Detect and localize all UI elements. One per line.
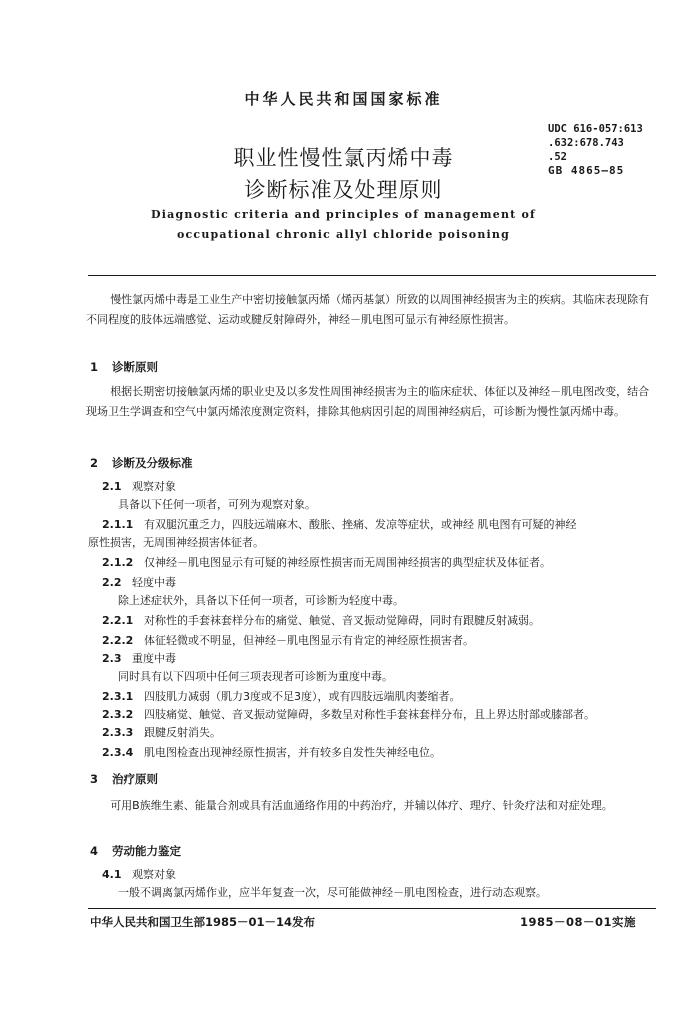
section-2-3-3-number: 2.3.3 xyxy=(102,726,134,739)
section-2-3-2-text: 四肢痛觉、触觉、音叉振动觉障碍，多数呈对称性手套袜套样分布，且上界达肘部或膝部者。 xyxy=(144,708,595,721)
title-en-line-1: Diagnostic criteria and principles of management of xyxy=(151,208,536,221)
issue-date: 中华人民共和国卫生部1985－01－14发布 xyxy=(90,915,316,929)
footer-divider xyxy=(88,908,656,909)
section-2-1-2-text: 仅神经－肌电图显示有可疑的神经原性损害而无周围神经损害的典型症状及体征者。 xyxy=(144,556,551,569)
section-4-number: 4 xyxy=(90,844,99,858)
section-2-2-heading xyxy=(102,574,176,590)
issuing-organization: 中华人民共和国国家标准 xyxy=(244,90,443,108)
section-2-1-2-number: 2.1.2 xyxy=(102,556,134,569)
section-2-1-1 xyxy=(102,516,577,532)
section-2-3-heading xyxy=(102,650,176,666)
section-4-heading xyxy=(90,843,181,859)
section-2-2-1 xyxy=(102,612,540,628)
section-2-2-title: 轻度中毒 xyxy=(132,576,176,589)
udc-line-2: .632:678.743 xyxy=(548,137,624,149)
section-2-1-1-text: 有双腿沉重乏力，四肢远端麻木、酸胀、挫痛、发凉等症状，或神经 肌电图有可疑的神经 xyxy=(144,518,577,531)
section-4-1-number: 4.1 xyxy=(102,868,122,881)
section-2-3-number: 2.3 xyxy=(102,652,122,665)
section-2-3-2 xyxy=(102,706,595,722)
section-2-2-number: 2.2 xyxy=(102,576,122,589)
implementation-date: 1985－08－01实施 xyxy=(520,915,637,929)
udc-line-3: .52 xyxy=(548,151,567,163)
section-2-title: 诊断及分级标准 xyxy=(112,456,193,470)
section-1-text: 根据长期密切接触氯丙烯的职业史及以多发性周围神经损害为主的临床症状、体征以及神经－肌电图改变，结合现场卫生学调查和空气中氯丙烯浓度测定资料，排除其他病因引起的周围神经病后，可诊断为慢性氯丙烯中毒。 xyxy=(86,385,650,418)
section-3-text: 可用B族维生素、能量合剂或具有活血通络作用的中药治疗，并辅以体疗、理疗、针灸疗法和对症处理。 xyxy=(110,799,613,812)
header-divider xyxy=(88,275,656,276)
title-cn-line-1: 职业性慢性氯丙烯中毒 xyxy=(233,146,454,170)
title-cn-line-2: 诊断标准及处理原则 xyxy=(244,178,443,202)
title-en-line-2: occupational chronic allyl chloride poisoning xyxy=(176,228,510,241)
section-2-3-1 xyxy=(102,688,461,704)
section-2-3-1-text: 四肢肌力减弱（肌力3度或不足3度），或有四肢远端肌肉萎缩者。 xyxy=(144,690,461,703)
section-2-1-number: 2.1 xyxy=(102,480,122,493)
section-2-3-title: 重度中毒 xyxy=(132,652,176,665)
section-2-3-3-text: 跟腱反射消失。 xyxy=(144,726,221,739)
section-2-3-4-text: 肌电图检查出现神经原性损害，并有较多自发性失神经电位。 xyxy=(144,746,441,759)
section-2-2-2-number: 2.2.2 xyxy=(102,634,134,647)
section-4-1-text: 一般不调离氯丙烯作业，应半年复查一次，尽可能做神经－肌电图检查，进行动态观察。 xyxy=(118,886,547,899)
section-2-1-text: 具备以下任何一项者，可列为观察对象。 xyxy=(118,498,316,511)
section-2-3-1-number: 2.3.1 xyxy=(102,690,134,703)
section-2-number: 2 xyxy=(90,456,99,470)
section-2-1-2 xyxy=(102,554,551,570)
section-4-title: 劳动能力鉴定 xyxy=(112,844,181,858)
section-1-number: 1 xyxy=(90,360,99,374)
section-2-3-4 xyxy=(102,744,441,760)
section-1-heading xyxy=(90,359,158,375)
section-2-1-1-number: 2.1.1 xyxy=(102,518,134,531)
section-2-3-3 xyxy=(102,724,221,740)
section-2-2-1-number: 2.2.1 xyxy=(102,614,134,627)
udc-line-1: UDC 616-057:613 xyxy=(548,123,643,135)
section-2-heading xyxy=(90,455,193,471)
section-2-2-2 xyxy=(102,632,474,648)
section-3-number: 3 xyxy=(90,772,99,786)
section-2-3-4-number: 2.3.4 xyxy=(102,746,134,759)
section-1-title: 诊断原则 xyxy=(112,360,158,374)
section-4-1-title: 观察对象 xyxy=(132,868,176,881)
section-2-2-2-text: 体征轻微或不明显，但神经－肌电图显示有肯定的神经原性损害者。 xyxy=(144,634,474,647)
section-4-1-heading xyxy=(102,866,176,882)
section-2-2-text: 除上述症状外，具备以下任何一项者，可诊断为轻度中毒。 xyxy=(118,594,404,607)
section-3-heading xyxy=(90,771,158,787)
section-2-1-heading xyxy=(102,478,176,494)
section-2-1-title: 观察对象 xyxy=(132,480,176,493)
section-2-3-text: 同时具有以下四项中任何三项表现者可诊断为重度中毒。 xyxy=(118,670,393,683)
section-2-2-1-text: 对称性的手套袜套样分布的痛觉、触觉、音叉振动觉障碍，同时有跟腱反射减弱。 xyxy=(144,614,540,627)
section-3-title: 治疗原则 xyxy=(112,772,158,786)
section-2-1-1-text-cont: 原性损害，无周围神经损害体征者。 xyxy=(88,536,264,549)
section-2-3-2-number: 2.3.2 xyxy=(102,708,134,721)
standard-number: GB 4865—85 xyxy=(548,164,625,177)
intro-paragraph: 慢性氯丙烯中毒是工业生产中密切接触氯丙烯（烯丙基氯）所致的以周围神经损害为主的疾病。其临床表现除有不同程度的肢体远端感觉、运动或腱反射障碍外，神经－肌电图可显示有神经原性损害。 xyxy=(86,293,650,326)
